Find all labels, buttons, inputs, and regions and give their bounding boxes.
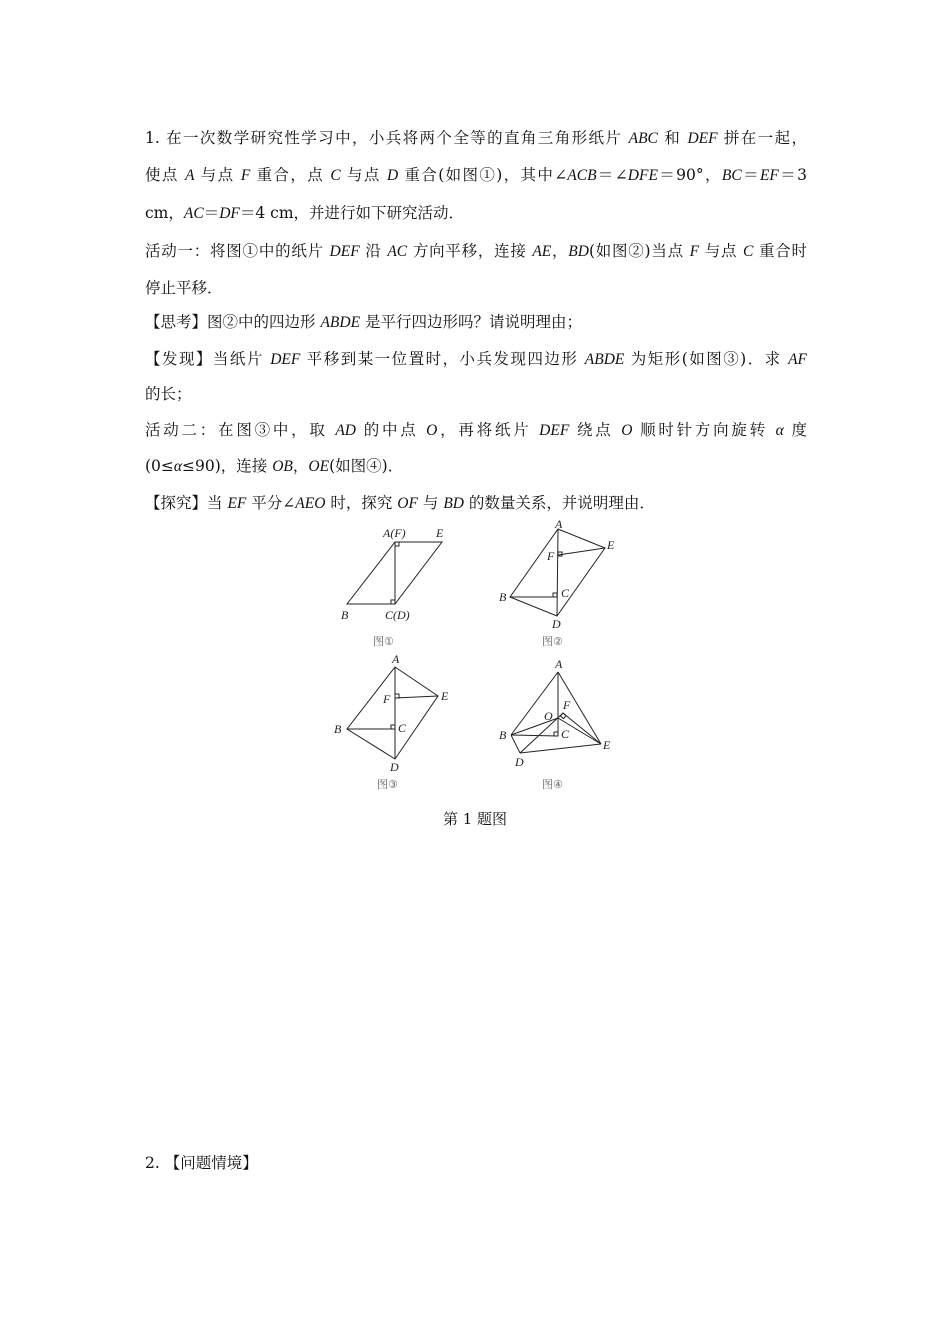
- math-symbol: EF: [759, 167, 779, 184]
- fig2-caption: 图②: [542, 635, 563, 648]
- problem-1-line: [145, 278, 807, 298]
- math-symbol: D: [387, 167, 399, 184]
- text-segment: ，: [551, 242, 569, 260]
- text-segment: 活动二：在图③中，取: [145, 421, 336, 439]
- text-segment: 的中点: [356, 421, 427, 439]
- math-symbol: DEF: [687, 130, 718, 147]
- math-symbol: DEF: [539, 422, 570, 439]
- fig2-right-angle-c: [553, 593, 557, 597]
- fig4-caption: 图④: [542, 778, 563, 791]
- text-segment: 重合(如图①)，其中∠: [398, 166, 568, 184]
- math-symbol: O: [621, 422, 633, 439]
- fig4-bc-line: [511, 735, 558, 736]
- fig2-label-c: C: [561, 586, 570, 600]
- text-segment: 顺时针方向旋转: [632, 421, 776, 439]
- text-segment: 是平行四边形吗？请说明理由；: [360, 313, 582, 331]
- fig1-right-angle-top: [395, 542, 399, 546]
- math-symbol: AEO: [295, 495, 326, 512]
- text-segment: 为矩形(如图③)．求: [624, 350, 789, 368]
- math-symbol: OB: [272, 458, 293, 475]
- text-segment: 与点: [194, 166, 241, 184]
- problem-1-line: [145, 165, 807, 186]
- fig3-right-angle-c: [391, 725, 395, 729]
- fig2-label-e: E: [607, 538, 615, 552]
- problem-2-heading: 2. 【问题情境】: [145, 1154, 258, 1172]
- figure-caption: 第 1 题图: [442, 810, 508, 828]
- fig2-label-d: D: [552, 617, 561, 631]
- math-symbol: A: [185, 167, 195, 184]
- math-symbol: F: [689, 243, 700, 260]
- fig4-label-d: D: [515, 755, 524, 769]
- problem-1-line: [145, 420, 807, 441]
- text-segment: ，: [292, 457, 309, 475]
- fig4-label-o: O: [544, 709, 553, 723]
- math-symbol: EF: [227, 495, 247, 512]
- text-segment: 【发现】当纸片: [145, 350, 271, 368]
- text-segment: cm，: [145, 204, 184, 222]
- text-segment: 和: [657, 129, 688, 147]
- fig4-ab-line: [511, 672, 558, 735]
- figure-2: [499, 517, 615, 648]
- math-symbol: AF: [788, 351, 807, 368]
- text-segment: (0≤: [145, 457, 174, 475]
- math-symbol: α: [775, 422, 784, 439]
- fig3-label-e: E: [441, 689, 449, 703]
- fig3-label-b: B: [334, 722, 342, 736]
- problem-1-line: [145, 241, 807, 262]
- figure-1: [341, 526, 444, 648]
- fig4-right-angle-f: [560, 713, 566, 719]
- math-symbol: DEF: [329, 243, 360, 260]
- fig2-label-f: F: [547, 549, 555, 563]
- fig1-label-b: B: [341, 608, 349, 622]
- text-segment: (如图④)．: [329, 457, 404, 475]
- math-symbol: DEF: [270, 351, 301, 368]
- fig4-right-angle-c: [554, 732, 558, 736]
- math-symbol: BD: [443, 495, 464, 512]
- text-segment: 与点: [340, 166, 388, 184]
- text-segment: ＝: [203, 204, 220, 222]
- figure-set: [325, 515, 625, 800]
- fig1-caption: 图①: [373, 635, 394, 648]
- fig4-label-a: A: [555, 657, 563, 671]
- text-segment: 活动一：将图①中的纸片: [145, 242, 330, 260]
- text-segment: (如图②)当点: [588, 242, 690, 260]
- math-symbol: α: [173, 458, 183, 475]
- math-symbol: BC: [721, 167, 742, 184]
- math-symbol: ABDE: [320, 314, 361, 331]
- text-segment: 拼在一起，: [717, 129, 807, 147]
- text-segment: ＝90°，: [657, 166, 722, 184]
- fig1-right-angle-bottom: [391, 600, 395, 604]
- fig3-label-f: F: [383, 692, 391, 706]
- fig3-fe-line: [395, 696, 438, 698]
- text-segment: 方向平移，连接: [407, 242, 533, 260]
- fig2-label-b: B: [499, 590, 507, 604]
- text-segment: ＝∠: [596, 166, 628, 184]
- text-segment: 1. 在一次数学研究性学习中，小兵将两个全等的直角三角形纸片: [145, 129, 629, 147]
- fig3-label-d: D: [390, 760, 399, 774]
- text-segment: 平移到某一位置时，小兵发现四边形: [300, 350, 585, 368]
- math-symbol: AC: [387, 243, 408, 260]
- text-segment: 时，探究: [325, 494, 398, 512]
- text-segment: 停止平移．: [145, 279, 223, 297]
- math-symbol: ABC: [628, 130, 658, 147]
- math-symbol: ACB: [567, 167, 597, 184]
- text-segment: 【探究】当: [145, 494, 228, 512]
- math-symbol: AE: [532, 243, 552, 260]
- text-segment: 的数量关系，并说明理由．: [464, 494, 655, 512]
- math-symbol: BD: [568, 243, 589, 260]
- math-symbol: DFE: [627, 167, 658, 184]
- math-symbol: OF: [397, 495, 418, 512]
- fig3-caption: 图③: [377, 778, 398, 791]
- text-segment: 度: [783, 421, 807, 439]
- figure-4: [499, 657, 611, 791]
- problem-1-line: [145, 312, 807, 333]
- figure-3: [334, 652, 449, 791]
- fig1-label-e: E: [436, 526, 444, 540]
- fig4-bd-line: [511, 735, 520, 753]
- text-segment: 与: [417, 494, 444, 512]
- text-segment: 使点: [145, 166, 186, 184]
- math-symbol: O: [426, 422, 438, 439]
- problem-1-line: [145, 384, 807, 404]
- fig3-label-a: A: [392, 652, 400, 666]
- fig4-label-b: B: [499, 728, 507, 742]
- math-symbol: AC: [183, 205, 204, 222]
- fig1-label-c: C(D): [385, 608, 410, 622]
- math-symbol: ABDE: [584, 351, 625, 368]
- problem-1-line: [145, 203, 807, 224]
- fig4-label-e: E: [603, 738, 611, 752]
- text-segment: 重合时: [753, 242, 808, 260]
- math-symbol: DF: [219, 205, 240, 222]
- text-segment: 平分∠: [246, 494, 296, 512]
- problem-1-line: [145, 128, 807, 149]
- fig4-de-line: [520, 744, 601, 753]
- fig4-label-f: F: [563, 698, 571, 712]
- text-segment: ，再将纸片: [437, 421, 540, 439]
- fig3-label-c: C: [398, 721, 407, 735]
- text-segment: 沿: [359, 242, 388, 260]
- fig4-label-c: C: [561, 727, 570, 741]
- math-symbol: AD: [335, 422, 356, 439]
- fig3-rectangle: [347, 667, 438, 759]
- fig2-fe-line: [558, 548, 605, 555]
- text-segment: 绕点: [569, 421, 622, 439]
- problem-1-figures: [325, 515, 625, 800]
- fig1-label-a: A(F): [383, 526, 406, 540]
- text-segment: 【思考】图②中的四边形: [145, 313, 321, 331]
- text-segment: ＝: [741, 166, 760, 184]
- problem-1-line: [145, 493, 807, 514]
- text-segment: ＝4 cm，并进行如下研究活动．: [239, 204, 465, 222]
- problem-1-line: [145, 456, 807, 477]
- text-segment: ≤90)，连接: [182, 457, 273, 475]
- fig2-label-a: A: [555, 517, 563, 531]
- text-segment: 的长；: [145, 385, 192, 403]
- math-symbol: C: [330, 167, 341, 184]
- math-symbol: F: [240, 167, 251, 184]
- text-segment: ＝3: [778, 166, 807, 184]
- fig2-ad-line: [557, 529, 558, 616]
- math-symbol: OE: [308, 458, 330, 475]
- text-segment: 重合，点: [250, 166, 331, 184]
- text-segment: 与点: [699, 242, 743, 260]
- math-symbol: C: [742, 243, 754, 260]
- problem-1-line: [145, 349, 807, 370]
